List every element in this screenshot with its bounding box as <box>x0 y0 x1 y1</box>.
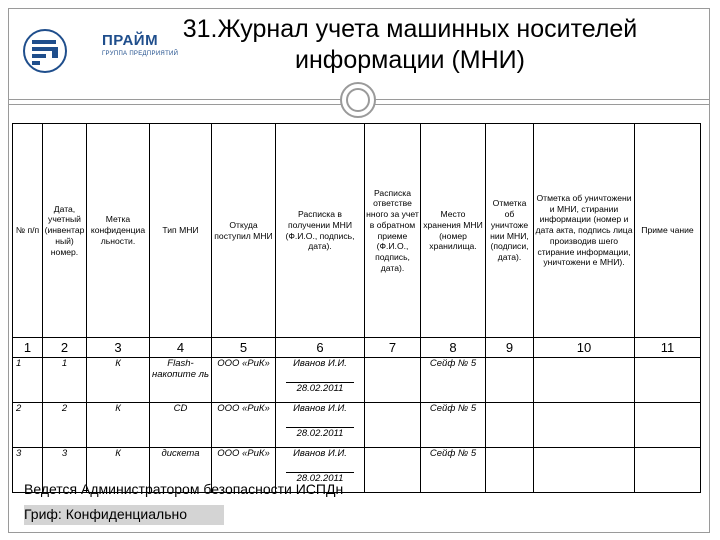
page-title <box>120 14 700 76</box>
logo-subtitle: ГРУППА ПРЕДПРИЯТИЙ <box>102 51 179 57</box>
media-source: ООО «РиК» <box>212 403 276 448</box>
storage-place: Сейф № 5 <box>421 403 486 448</box>
prime-logo-icon <box>22 28 68 74</box>
media-type: Flash-накопите ль <box>150 358 212 403</box>
classification-text: Гриф: Конфиденциально <box>24 506 188 522</box>
receipt-signature <box>276 403 365 448</box>
receipt-date: 28.02.2011 <box>286 427 354 439</box>
receiver-name: Иванов И.И. <box>293 358 347 369</box>
row-number: 1 <box>13 358 43 403</box>
erasure-mark <box>534 448 635 493</box>
header-cell: Расписка в получении МНИ (Ф.И.О., подпись, дата). <box>276 124 365 338</box>
inventory-number: 3 <box>43 448 87 493</box>
column-number: 11 <box>635 338 701 358</box>
erasure-mark <box>534 403 635 448</box>
confidentiality-mark: К <box>87 403 150 448</box>
header-cell: Метка конфиденциа льности. <box>87 124 150 338</box>
column-number: 6 <box>276 338 365 358</box>
table-row <box>13 358 701 403</box>
classification-label <box>24 505 224 525</box>
column-number: 4 <box>150 338 212 358</box>
column-number: 2 <box>43 338 87 358</box>
return-receipt <box>365 448 421 493</box>
receipt-date: 28.02.2011 <box>286 382 354 394</box>
table-header-row <box>13 124 701 338</box>
receipt-signature <box>276 358 365 403</box>
column-number: 8 <box>421 338 486 358</box>
destruction-mark <box>486 358 534 403</box>
return-receipt <box>365 403 421 448</box>
header-cell: Отметка об уничтожени и МНИ, стирании информации (номер и дата акта, подпись лица производив шего стирание информации, уничтожени е МНИ). <box>534 124 635 338</box>
header-cell: Расписка ответстве нного за учет в обратном приеме (Ф.И.О., подпись, дата). <box>365 124 421 338</box>
media-type: дискета <box>150 448 212 493</box>
logo-name: ПРАЙМ <box>102 32 159 49</box>
admin-note: Ведется Администратором безопасности ИСПДн <box>24 481 344 497</box>
inventory-number: 1 <box>43 358 87 403</box>
note-cell <box>635 358 701 403</box>
erasure-mark <box>534 358 635 403</box>
return-receipt <box>365 358 421 403</box>
title-line-2: информации (МНИ) <box>295 46 525 74</box>
confidentiality-mark: К <box>87 448 150 493</box>
column-number: 3 <box>87 338 150 358</box>
header-cell: № п/п <box>13 124 43 338</box>
header-cell: Место хранения МНИ (номер хранилища. <box>421 124 486 338</box>
media-source: ООО «РиК» <box>212 358 276 403</box>
column-number: 1 <box>13 338 43 358</box>
column-number: 9 <box>486 338 534 358</box>
destruction-mark <box>486 403 534 448</box>
column-number: 7 <box>365 338 421 358</box>
inventory-number: 2 <box>43 403 87 448</box>
table-row <box>13 403 701 448</box>
header-cell: Приме чание <box>635 124 701 338</box>
header-cell: Откуда поступил МНИ <box>212 124 276 338</box>
receiver-name: Иванов И.И. <box>293 403 347 414</box>
header-cell: Тип МНИ <box>150 124 212 338</box>
header-cell: Отметка об уничтоже нии МНИ, (подписи, дата). <box>486 124 534 338</box>
media-type: CD <box>150 403 212 448</box>
note-cell <box>635 403 701 448</box>
receiver-name: Иванов И.И. <box>293 448 347 459</box>
divider-ornament-icon <box>340 82 376 118</box>
title-line-1: 31.Журнал учета машинных носителей <box>182 15 638 43</box>
storage-place: Сейф № 5 <box>421 448 486 493</box>
column-number: 10 <box>534 338 635 358</box>
row-number: 2 <box>13 403 43 448</box>
storage-place: Сейф № 5 <box>421 358 486 403</box>
column-number-row <box>13 338 701 358</box>
media-journal-table <box>12 123 701 493</box>
header-cell: Дата, учетный (инвентар ный) номер. <box>43 124 87 338</box>
column-number: 5 <box>212 338 276 358</box>
note-cell <box>635 448 701 493</box>
media-source: ООО «РиК» <box>212 448 276 493</box>
row-number: 3 <box>13 448 43 493</box>
confidentiality-mark: К <box>87 358 150 403</box>
receipt-date: 28.02.2011 <box>286 472 354 484</box>
destruction-mark <box>486 448 534 493</box>
